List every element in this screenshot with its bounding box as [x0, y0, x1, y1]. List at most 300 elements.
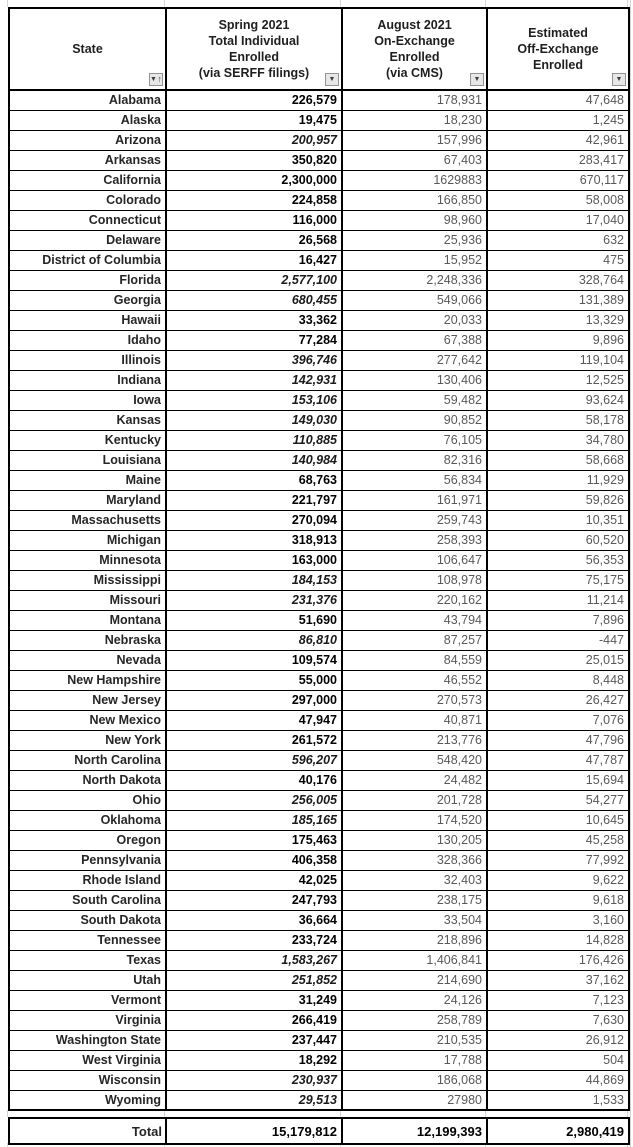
august-enrolled-cell[interactable]: 1629883	[342, 170, 487, 190]
off-exchange-cell[interactable]: 1,245	[487, 110, 629, 130]
august-enrolled-cell[interactable]: 210,535	[342, 1030, 487, 1050]
off-exchange-cell[interactable]: 15,694	[487, 770, 629, 790]
august-enrolled-cell[interactable]: 174,520	[342, 810, 487, 830]
state-cell[interactable]: Mississippi	[9, 570, 166, 590]
table-row	[9, 710, 629, 730]
state-cell[interactable]: Missouri	[9, 590, 166, 610]
table-row	[9, 390, 629, 410]
table-row	[9, 910, 629, 930]
table-row	[9, 790, 629, 810]
state-cell[interactable]: New Hampshire	[9, 670, 166, 690]
table-row	[9, 230, 629, 250]
table-row	[9, 110, 629, 130]
state-cell[interactable]: West Virginia	[9, 1050, 166, 1070]
august-enrolled-cell[interactable]: 218,896	[342, 930, 487, 950]
off-exchange-cell[interactable]: 283,417	[487, 150, 629, 170]
state-cell[interactable]: South Dakota	[9, 910, 166, 930]
gridline	[485, 0, 486, 7]
gridline	[340, 0, 341, 7]
august-enrolled-cell[interactable]: 17,788	[342, 1050, 487, 1070]
spring-enrolled-cell[interactable]: 77,284	[166, 330, 342, 350]
off-exchange-cell[interactable]: 75,175	[487, 570, 629, 590]
total-spring-cell[interactable]: 15,179,812	[166, 1118, 342, 1144]
enrollment-table	[8, 7, 630, 1111]
state-cell[interactable]: Montana	[9, 610, 166, 630]
spring-enrolled-cell[interactable]: 406,358	[166, 850, 342, 870]
table-row	[9, 770, 629, 790]
table-row	[9, 930, 629, 950]
table-row	[9, 530, 629, 550]
table-row	[9, 90, 629, 110]
total-label-cell[interactable]: Total	[9, 1118, 166, 1144]
state-cell[interactable]: Idaho	[9, 330, 166, 350]
table-row	[9, 550, 629, 570]
gridline	[627, 1110, 628, 1117]
august-enrolled-cell[interactable]: 67,403	[342, 150, 487, 170]
august-enrolled-cell[interactable]: 213,776	[342, 730, 487, 750]
table-row	[9, 1050, 629, 1070]
table-row	[9, 1010, 629, 1030]
spring-enrolled-cell[interactable]: 142,931	[166, 370, 342, 390]
table-row	[9, 1070, 629, 1090]
column-header-state-label: State	[72, 42, 103, 56]
table-row	[9, 850, 629, 870]
column-header-state[interactable]	[9, 8, 166, 90]
august-enrolled-cell[interactable]: 108,978	[342, 570, 487, 590]
august-enrolled-cell[interactable]: 84,559	[342, 650, 487, 670]
spring-enrolled-cell[interactable]: 251,852	[166, 970, 342, 990]
spring-enrolled-cell[interactable]: 266,419	[166, 1010, 342, 1030]
state-cell[interactable]: Maryland	[9, 490, 166, 510]
off-exchange-cell[interactable]: 47,796	[487, 730, 629, 750]
state-cell[interactable]: Colorado	[9, 190, 166, 210]
off-exchange-cell[interactable]: 475	[487, 250, 629, 270]
state-cell[interactable]: Michigan	[9, 530, 166, 550]
state-cell[interactable]: Illinois	[9, 350, 166, 370]
table-row	[9, 210, 629, 230]
august-enrolled-cell[interactable]: 98,960	[342, 210, 487, 230]
august-enrolled-cell[interactable]: 32,403	[342, 870, 487, 890]
filter-dropdown-icon: ▼	[150, 76, 157, 83]
spring-enrolled-cell[interactable]: 256,005	[166, 790, 342, 810]
august-enrolled-cell[interactable]: 549,066	[342, 290, 487, 310]
table-row	[9, 490, 629, 510]
off-exchange-cell[interactable]: 7,896	[487, 610, 629, 630]
off-exchange-cell[interactable]: 17,040	[487, 210, 629, 230]
august-enrolled-cell[interactable]: 157,996	[342, 130, 487, 150]
state-cell[interactable]: Indiana	[9, 370, 166, 390]
filter-dropdown-icon: ▼	[473, 76, 481, 83]
off-exchange-cell[interactable]: 37,162	[487, 970, 629, 990]
spring-enrolled-cell[interactable]: 153,106	[166, 390, 342, 410]
table-row	[9, 310, 629, 330]
off-exchange-cell[interactable]: 7,630	[487, 1010, 629, 1030]
august-enrolled-cell[interactable]: 178,931	[342, 90, 487, 110]
state-cell[interactable]: South Carolina	[9, 890, 166, 910]
spring-enrolled-cell[interactable]: 42,025	[166, 870, 342, 890]
table-row	[9, 630, 629, 650]
table-row	[9, 950, 629, 970]
august-enrolled-cell[interactable]: 259,743	[342, 510, 487, 530]
spring-enrolled-cell[interactable]: 51,690	[166, 610, 342, 630]
spring-enrolled-cell[interactable]: 596,207	[166, 750, 342, 770]
state-cell[interactable]: Delaware	[9, 230, 166, 250]
off-exchange-cell[interactable]: 47,787	[487, 750, 629, 770]
header-line: On-Exchange	[374, 34, 455, 48]
spring-enrolled-cell[interactable]: 221,797	[166, 490, 342, 510]
gridline	[164, 0, 165, 7]
state-cell[interactable]: Texas	[9, 950, 166, 970]
august-enrolled-cell[interactable]: 87,257	[342, 630, 487, 650]
state-cell[interactable]: Utah	[9, 970, 166, 990]
state-cell[interactable]: Wyoming	[9, 1090, 166, 1110]
header-line: Estimated	[528, 26, 588, 40]
gridline	[485, 1110, 486, 1117]
state-cell[interactable]: Arkansas	[9, 150, 166, 170]
table-row	[9, 810, 629, 830]
state-cell[interactable]: Pennsylvania	[9, 850, 166, 870]
spring-enrolled-cell[interactable]: 2,300,000	[166, 170, 342, 190]
august-enrolled-cell[interactable]: 130,406	[342, 370, 487, 390]
spring-enrolled-cell[interactable]: 110,885	[166, 430, 342, 450]
state-cell[interactable]: Hawaii	[9, 310, 166, 330]
august-enrolled-cell[interactable]: 56,834	[342, 470, 487, 490]
off-exchange-cell[interactable]: 34,780	[487, 430, 629, 450]
state-cell[interactable]: Florida	[9, 270, 166, 290]
state-cell[interactable]: Oklahoma	[9, 810, 166, 830]
spring-enrolled-cell[interactable]: 116,000	[166, 210, 342, 230]
table-row	[9, 690, 629, 710]
gridline	[630, 0, 631, 1147]
filter-button-spring[interactable]	[325, 73, 339, 86]
gridline	[340, 1110, 341, 1117]
table-row	[9, 750, 629, 770]
state-cell[interactable]: Alaska	[9, 110, 166, 130]
state-cell[interactable]: Kentucky	[9, 430, 166, 450]
filter-dropdown-icon: ▼	[328, 76, 336, 83]
spring-enrolled-cell[interactable]: 26,568	[166, 230, 342, 250]
off-exchange-cell[interactable]: 11,214	[487, 590, 629, 610]
state-cell[interactable]: Nevada	[9, 650, 166, 670]
table-row	[9, 330, 629, 350]
state-cell[interactable]: Vermont	[9, 990, 166, 1010]
spring-enrolled-cell[interactable]: 680,455	[166, 290, 342, 310]
spring-enrolled-cell[interactable]: 68,763	[166, 470, 342, 490]
august-enrolled-cell[interactable]: 2,248,336	[342, 270, 487, 290]
header-line: Enrolled	[228, 50, 279, 64]
spring-enrolled-cell[interactable]: 31,249	[166, 990, 342, 1010]
august-enrolled-cell[interactable]: 130,205	[342, 830, 487, 850]
august-enrolled-cell[interactable]: 76,105	[342, 430, 487, 450]
august-enrolled-cell[interactable]: 82,316	[342, 450, 487, 470]
total-august-cell[interactable]: 12,199,393	[342, 1118, 487, 1144]
off-exchange-cell[interactable]: 9,618	[487, 890, 629, 910]
august-enrolled-cell[interactable]: 1,406,841	[342, 950, 487, 970]
spring-enrolled-cell[interactable]: 247,793	[166, 890, 342, 910]
header-line: (via SERFF filings)	[198, 66, 310, 80]
table-row	[9, 650, 629, 670]
off-exchange-cell[interactable]: 77,992	[487, 850, 629, 870]
state-cell[interactable]: Rhode Island	[9, 870, 166, 890]
off-exchange-cell[interactable]: 58,668	[487, 450, 629, 470]
table-row	[9, 610, 629, 630]
off-exchange-cell[interactable]: 13,329	[487, 310, 629, 330]
off-exchange-cell[interactable]: 58,008	[487, 190, 629, 210]
off-exchange-cell[interactable]: 59,826	[487, 490, 629, 510]
off-exchange-cell[interactable]: 25,015	[487, 650, 629, 670]
table-row	[9, 130, 629, 150]
off-exchange-cell[interactable]: 8,448	[487, 670, 629, 690]
august-enrolled-cell[interactable]: 201,728	[342, 790, 487, 810]
table-row	[9, 970, 629, 990]
off-exchange-cell[interactable]: 119,104	[487, 350, 629, 370]
table-row	[9, 1090, 629, 1110]
gridline	[627, 0, 628, 7]
header-line: August 2021	[377, 18, 452, 32]
off-exchange-cell[interactable]: 328,764	[487, 270, 629, 290]
off-exchange-cell[interactable]: 7,123	[487, 990, 629, 1010]
header-line: Enrolled	[532, 58, 583, 72]
table-row	[9, 190, 629, 210]
column-header-spring-2021[interactable]	[166, 8, 342, 90]
off-exchange-cell[interactable]: 45,258	[487, 830, 629, 850]
header-line: Spring 2021	[218, 18, 290, 32]
august-enrolled-cell[interactable]: 328,366	[342, 850, 487, 870]
state-cell[interactable]: Arizona	[9, 130, 166, 150]
state-cell[interactable]: Connecticut	[9, 210, 166, 230]
off-exchange-cell[interactable]: 14,828	[487, 930, 629, 950]
off-exchange-cell[interactable]: 176,426	[487, 950, 629, 970]
state-cell[interactable]: Washington State	[9, 1030, 166, 1050]
state-cell[interactable]: Nebraska	[9, 630, 166, 650]
august-enrolled-cell[interactable]: 46,552	[342, 670, 487, 690]
spring-enrolled-cell[interactable]: 140,984	[166, 450, 342, 470]
off-exchange-cell[interactable]: -447	[487, 630, 629, 650]
total-row	[9, 1118, 629, 1144]
august-enrolled-cell[interactable]: 15,952	[342, 250, 487, 270]
spring-enrolled-cell[interactable]: 33,362	[166, 310, 342, 330]
state-cell[interactable]: Louisiana	[9, 450, 166, 470]
off-exchange-cell[interactable]: 12,525	[487, 370, 629, 390]
august-enrolled-cell[interactable]: 90,852	[342, 410, 487, 430]
spring-enrolled-cell[interactable]: 237,447	[166, 1030, 342, 1050]
table-row	[9, 1030, 629, 1050]
august-enrolled-cell[interactable]: 25,936	[342, 230, 487, 250]
off-exchange-cell[interactable]: 504	[487, 1050, 629, 1070]
table-row	[9, 730, 629, 750]
state-cell[interactable]: Massachusetts	[9, 510, 166, 530]
total-off-exchange-cell[interactable]: 2,980,419	[487, 1118, 629, 1144]
off-exchange-cell[interactable]: 10,351	[487, 510, 629, 530]
spring-enrolled-cell[interactable]: 270,094	[166, 510, 342, 530]
august-enrolled-cell[interactable]: 67,388	[342, 330, 487, 350]
spring-enrolled-cell[interactable]: 29,513	[166, 1090, 342, 1110]
state-cell[interactable]: Alabama	[9, 90, 166, 110]
spring-enrolled-cell[interactable]: 396,746	[166, 350, 342, 370]
off-exchange-cell[interactable]: 56,353	[487, 550, 629, 570]
state-cell[interactable]: North Dakota	[9, 770, 166, 790]
off-exchange-cell[interactable]: 26,912	[487, 1030, 629, 1050]
header-line: Off-Exchange	[517, 42, 599, 56]
august-enrolled-cell[interactable]: 40,871	[342, 710, 487, 730]
column-header-august-2021[interactable]	[342, 8, 487, 90]
august-enrolled-cell[interactable]: 161,971	[342, 490, 487, 510]
spring-enrolled-cell[interactable]: 297,000	[166, 690, 342, 710]
filter-dropdown-icon: ▼	[615, 76, 623, 83]
august-enrolled-cell[interactable]: 258,789	[342, 1010, 487, 1030]
off-exchange-cell[interactable]: 42,961	[487, 130, 629, 150]
spring-enrolled-cell[interactable]: 18,292	[166, 1050, 342, 1070]
column-header-off-exchange[interactable]	[487, 8, 629, 90]
off-exchange-cell[interactable]: 58,178	[487, 410, 629, 430]
table-row	[9, 570, 629, 590]
state-cell[interactable]: Maine	[9, 470, 166, 490]
state-cell[interactable]: Kansas	[9, 410, 166, 430]
sort-ascending-icon: ↑	[157, 74, 162, 84]
august-enrolled-cell[interactable]: 24,482	[342, 770, 487, 790]
august-enrolled-cell[interactable]: 277,642	[342, 350, 487, 370]
spring-enrolled-cell[interactable]: 226,579	[166, 90, 342, 110]
state-table-body	[9, 90, 629, 1110]
spring-enrolled-cell[interactable]: 1,583,267	[166, 950, 342, 970]
state-cell[interactable]: Virginia	[9, 1010, 166, 1030]
state-cell[interactable]: New Mexico	[9, 710, 166, 730]
off-exchange-cell[interactable]: 3,160	[487, 910, 629, 930]
header-line: Total Individual	[208, 34, 300, 48]
table-row	[9, 590, 629, 610]
off-exchange-cell[interactable]: 44,869	[487, 1070, 629, 1090]
header-line: (via CMS)	[386, 66, 443, 80]
table-row	[9, 890, 629, 910]
header-line: Enrolled	[389, 50, 440, 64]
spring-enrolled-cell[interactable]: 36,664	[166, 910, 342, 930]
state-cell[interactable]: California	[9, 170, 166, 190]
august-enrolled-cell[interactable]: 27980	[342, 1090, 487, 1110]
state-cell[interactable]: New York	[9, 730, 166, 750]
off-exchange-cell[interactable]: 10,645	[487, 810, 629, 830]
state-cell[interactable]: Tennessee	[9, 930, 166, 950]
august-enrolled-cell[interactable]: 220,162	[342, 590, 487, 610]
state-cell[interactable]: Ohio	[9, 790, 166, 810]
august-enrolled-cell[interactable]: 59,482	[342, 390, 487, 410]
august-enrolled-cell[interactable]: 548,420	[342, 750, 487, 770]
spring-enrolled-cell[interactable]: 224,858	[166, 190, 342, 210]
august-enrolled-cell[interactable]: 20,033	[342, 310, 487, 330]
spring-enrolled-cell[interactable]: 185,165	[166, 810, 342, 830]
august-enrolled-cell[interactable]: 258,393	[342, 530, 487, 550]
state-cell[interactable]: Wisconsin	[9, 1070, 166, 1090]
spring-enrolled-cell[interactable]: 261,572	[166, 730, 342, 750]
spring-enrolled-cell[interactable]: 318,913	[166, 530, 342, 550]
table-row	[9, 470, 629, 490]
off-exchange-cell[interactable]: 1,533	[487, 1090, 629, 1110]
august-enrolled-cell[interactable]: 214,690	[342, 970, 487, 990]
table-row	[9, 150, 629, 170]
spring-enrolled-cell[interactable]: 233,724	[166, 930, 342, 950]
off-exchange-cell[interactable]: 60,520	[487, 530, 629, 550]
table-row	[9, 250, 629, 270]
spring-enrolled-cell[interactable]: 40,176	[166, 770, 342, 790]
august-enrolled-cell[interactable]: 43,794	[342, 610, 487, 630]
off-exchange-cell[interactable]: 9,622	[487, 870, 629, 890]
state-cell[interactable]: New Jersey	[9, 690, 166, 710]
table-row	[9, 670, 629, 690]
spring-enrolled-cell[interactable]: 200,957	[166, 130, 342, 150]
gridline	[7, 1110, 8, 1117]
spring-enrolled-cell[interactable]: 19,475	[166, 110, 342, 130]
gridline	[164, 1110, 165, 1117]
table-row	[9, 370, 629, 390]
spring-enrolled-cell[interactable]: 16,427	[166, 250, 342, 270]
filter-button-off-exchange[interactable]	[612, 73, 626, 86]
off-exchange-cell[interactable]: 9,896	[487, 330, 629, 350]
spring-enrolled-cell[interactable]: 163,000	[166, 550, 342, 570]
table-row	[9, 990, 629, 1010]
spring-enrolled-cell[interactable]: 184,153	[166, 570, 342, 590]
state-cell[interactable]: Iowa	[9, 390, 166, 410]
august-enrolled-cell[interactable]: 166,850	[342, 190, 487, 210]
off-exchange-cell[interactable]: 93,624	[487, 390, 629, 410]
table-row	[9, 830, 629, 850]
off-exchange-cell[interactable]: 26,427	[487, 690, 629, 710]
filter-button-august[interactable]	[470, 73, 484, 86]
off-exchange-cell[interactable]: 7,076	[487, 710, 629, 730]
state-cell[interactable]: North Carolina	[9, 750, 166, 770]
august-enrolled-cell[interactable]: 186,068	[342, 1070, 487, 1090]
august-enrolled-cell[interactable]: 18,230	[342, 110, 487, 130]
off-exchange-cell[interactable]: 54,277	[487, 790, 629, 810]
august-enrolled-cell[interactable]: 24,126	[342, 990, 487, 1010]
off-exchange-cell[interactable]: 632	[487, 230, 629, 250]
table-row	[9, 410, 629, 430]
filter-sort-button-state[interactable]	[149, 73, 163, 86]
state-cell[interactable]: Minnesota	[9, 550, 166, 570]
header-row	[9, 8, 629, 90]
off-exchange-cell[interactable]: 11,929	[487, 470, 629, 490]
spring-enrolled-cell[interactable]: 230,937	[166, 1070, 342, 1090]
state-cell[interactable]: Georgia	[9, 290, 166, 310]
state-cell[interactable]: Oregon	[9, 830, 166, 850]
august-enrolled-cell[interactable]: 238,175	[342, 890, 487, 910]
table-row	[9, 870, 629, 890]
spring-enrolled-cell[interactable]: 175,463	[166, 830, 342, 850]
table-row	[9, 290, 629, 310]
august-enrolled-cell[interactable]: 270,573	[342, 690, 487, 710]
off-exchange-cell[interactable]: 47,648	[487, 90, 629, 110]
spring-enrolled-cell[interactable]: 231,376	[166, 590, 342, 610]
state-cell[interactable]: District of Columbia	[9, 250, 166, 270]
total-table	[8, 1117, 630, 1145]
august-enrolled-cell[interactable]: 106,647	[342, 550, 487, 570]
table-row	[9, 510, 629, 530]
off-exchange-cell[interactable]: 131,389	[487, 290, 629, 310]
spring-enrolled-cell[interactable]: 86,810	[166, 630, 342, 650]
spring-enrolled-cell[interactable]: 47,947	[166, 710, 342, 730]
august-enrolled-cell[interactable]: 33,504	[342, 910, 487, 930]
spring-enrolled-cell[interactable]: 55,000	[166, 670, 342, 690]
table-row	[9, 170, 629, 190]
gridline	[7, 0, 8, 7]
spring-enrolled-cell[interactable]: 2,577,100	[166, 270, 342, 290]
spring-enrolled-cell[interactable]: 350,820	[166, 150, 342, 170]
table-row	[9, 430, 629, 450]
off-exchange-cell[interactable]: 670,117	[487, 170, 629, 190]
table-row	[9, 270, 629, 290]
spring-enrolled-cell[interactable]: 109,574	[166, 650, 342, 670]
spring-enrolled-cell[interactable]: 149,030	[166, 410, 342, 430]
table-row	[9, 350, 629, 370]
table-row	[9, 450, 629, 470]
